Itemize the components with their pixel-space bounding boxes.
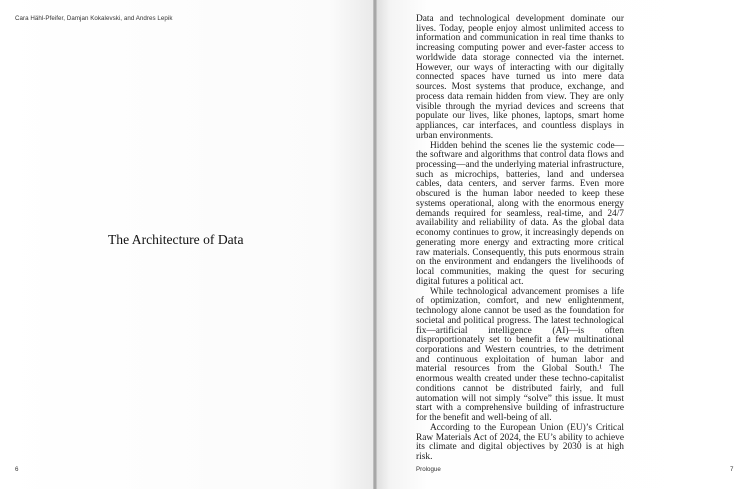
- page-number-left: 6: [15, 466, 19, 473]
- paragraph-3: While technological advancement promises a life of optimization, comfort, and new enlightenment, technology alone cannot be used as the foundation for societal and political progress. The latest technological fix—artificial intelligence (AI)—is often disproportionately set to benefit a few multinational corporations and Western countries, to the detriment and continuous exploitation of human labor and material resources from the Global South.¹ The enormous wealth created under these techno-capitalist conditions cannot be distributed fairly, and full automation will not simply “solve” this issue. It must start with a comprehensive building of infrastructure for the benefit and well-being of all.: [416, 286, 624, 424]
- paragraph-1: Data and technological development dominate our lives. Today, people enjoy almost unlimited access to information and communication in real time thanks to increasing computing power and ever-faster access to worldwide data storage connected via the internet. However, our ways of interacting with our digitally connected spaces have turned us into mere data sources. Most systems that produce, exchange, and process data remain hidden from view. They are only visible through the myriad devices and screens that populate our lives, like phones, laptops, smart home appliances, car interfaces, and countless displays in urban environments.: [416, 14, 624, 141]
- page-number-right: 7: [730, 466, 734, 473]
- paragraph-2: Hidden behind the scenes lie the systemic code—the software and algorithms that control data flows and processing—and the underlying material infrastructure, such as microchips, batteries, land and undersea cables, data centers, and server farms. Even more obscured is the human labor needed to keep these systems operational, along with the enormous energy demands required for seamless, real-time, and 24/7 availability and reliability of data. As the global data economy continues to grow, it increasingly depends on generating more energy and extracting more critical raw materials. Consequently, this puts enormous strain on the environment and endangers the livelihoods of local communities, making the quest for securing digital futures a political act.: [416, 140, 625, 287]
- author-line: Cara Hähl-Pfeifer, Damjan Kokalevski, and Andres Lepik: [15, 15, 173, 22]
- body-text: [416, 15, 624, 463]
- paragraph-4: According to the European Union (EU)’s Critical Raw Materials Act of 2024, the EU’s ability to achieve its climate and digital objectives by 2030 is at high risk.: [416, 422, 624, 463]
- book-gutter: [373, 0, 377, 489]
- running-footer: Prologue: [416, 466, 441, 473]
- chapter-title: The Architecture of Data: [108, 232, 244, 247]
